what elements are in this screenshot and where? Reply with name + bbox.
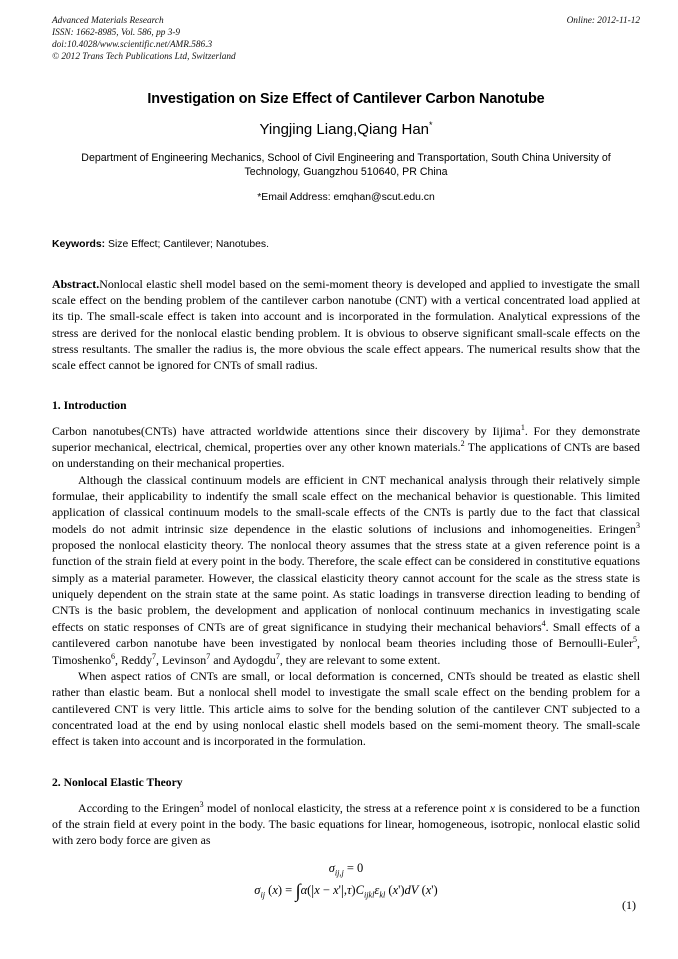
citation-superscript[interactable]: 7 (275, 651, 280, 661)
section-heading: 2. Nonlocal Elastic Theory (52, 775, 183, 789)
citation-superscript[interactable]: 4 (541, 618, 546, 628)
citation-superscript[interactable]: 6 (111, 651, 116, 661)
body-paragraph: Carbon nanotubes(CNTs) have attracted worldwide attentions since their discovery by Iijima$^1$. For they demonstrate superior mechanical, electrical, chemical, properties over any other known materials.$^2$ The applications of CNTs are based on understanding on their mechanical properties. (52, 422, 640, 471)
keywords-label: Keywords: (52, 238, 106, 250)
citation-superscript[interactable]: 1 (520, 422, 525, 432)
page-title: Investigation on Size Effect of Cantilever Carbon Nanotube (147, 90, 545, 107)
corresponding-email[interactable]: *Email Address: emqhan@scut.edu.cn (257, 191, 435, 203)
abstract-label: Abstract. (52, 276, 100, 291)
online-date: Online: 2012-11-12 (566, 16, 640, 26)
abstract-text: Nonlocal elastic shell model based on the semi-moment theory is developed and applied to investigate the small scale effect on the bending problem of the cantilever carbon nanotube (CNT) with a vertical concentrated load applied at its tip. The small-scale effect is taken into account and is incorporated in the formulation. Analytical expressions of the stress are derived for the nonlocal elastic bending problem. It is obvious to observe significant small-scale effects on the stress resultants. The smaller the radius is, the more obvious the scale effect appears. The numerical results show that the scale effect cannot be ignored for CNTs of small radius. (52, 276, 640, 373)
inline-math-symbol: x (489, 800, 496, 815)
section-heading: 1. Introduction (52, 398, 127, 412)
author-names: Yingjing Liang,Qiang Han (259, 120, 430, 138)
citation-superscript[interactable]: 5 (633, 635, 638, 645)
equation-1-line-1: $\sigma_{ij,j} = 0$ (328, 860, 364, 878)
citation-superscript[interactable]: 7 (206, 651, 211, 661)
keywords-line (52, 238, 640, 252)
citation-superscript[interactable]: 3 (199, 799, 204, 809)
issn-line: ISSN: 1662-8985, Vol. 586, pp 3-9 (52, 27, 181, 38)
journal-name: Advanced Materials Research (52, 16, 164, 26)
citation-superscript[interactable]: 3 (636, 520, 640, 530)
body-paragraph: According to the Eringen$^3$ model of nonlocal elasticity, the stress at a reference point x is considered to be a function of the strain field at every point in the body. The basic equations for linear, homogeneous, isotropic, nonlocal elastic solid with zero body force are given as (52, 799, 640, 848)
affiliation: Department of Engineering Mechanics, School of Civil Engineering and Transportation, South China University of Technology, Guangzhou 510640, PR China (81, 151, 611, 179)
copyright-line: © 2012 Trans Tech Publications Ltd, Switzerland (52, 51, 236, 62)
citation-superscript[interactable]: 2 (460, 439, 465, 449)
equation-block (52, 857, 640, 912)
corresponding-author-marker: * (429, 119, 433, 130)
section-list (52, 398, 640, 849)
abstract (52, 276, 640, 374)
body-paragraph: When aspect ratios of CNTs are small, or local deformation is concerned, CNTs should be treated as elastic shell rather than elastic beam. But a nonlocal shell model to investigate the small scale effect on the bending problem for a cantilevered CNT is very little. This article aims to solve for the bending solution of the cantilever CNT subjected to a concentrated load at the end by using nonlocal elastic shell models based on the semi-moment theory. The small-scale effect is taken into account and is incorporated in the formulation. (52, 668, 640, 749)
keywords-value: Size Effect; Cantilever; Nanotubes. (105, 238, 269, 250)
citation-superscript[interactable]: 7 (152, 651, 157, 661)
masthead (52, 16, 640, 64)
doi-line[interactable]: doi:10.4028/www.scientific.net/AMR.586.3 (52, 39, 213, 50)
body-paragraph: Although the classical continuum models are efficient in CNT mechanical analysis through their relatively simple formulae, their applicability to indentify the small scale effect on the mechanical behavior is questionable. This limited application of classical continuum models to the small-scale effects of the CNTs is partly due to the fact that classical models do not admit intrinsic size dependence in the elastic solutions of inclusions and inhomogeneities. Eringen$^3$ proposed the nonlocal elasticity theory. The nonlocal theory assumes that the stress state at a given reference point is a function of the strain field at every point in the body. Therefore, the scale effect can be considered in constitutive equations simply as a material parameter. However, the classical elasticity theory cannot account for the scale as the stress state is uniquely dependent on the strain state at the same point. As static loadings in transverse direction leading to bending of CNTs is the basic problem, the development and application of nonlocal continuum mechanics in investigating scale effects on static responses of CNTs are of great significance in studying their mechanical behaviors$^4$. Small effects of a cantilevered carbon nanotube have been investigated by nonlocal beam theories including those of Bernoulli-Euler$^5$, Timoshenko$^6$, Reddy$^7$, Levinson$^7$ and Aydogdu$^7$, they are relevant to some extent. (52, 472, 641, 667)
equation-number: (1) (622, 897, 636, 912)
author-list (52, 120, 640, 139)
equation-1-line-2: $\sigma_{ij}$ $(x) = \int\alpha(|x - x'|,\tau)C_{ijkl}\varepsilon_{kl}$ (x')dV (x') (254, 880, 438, 902)
